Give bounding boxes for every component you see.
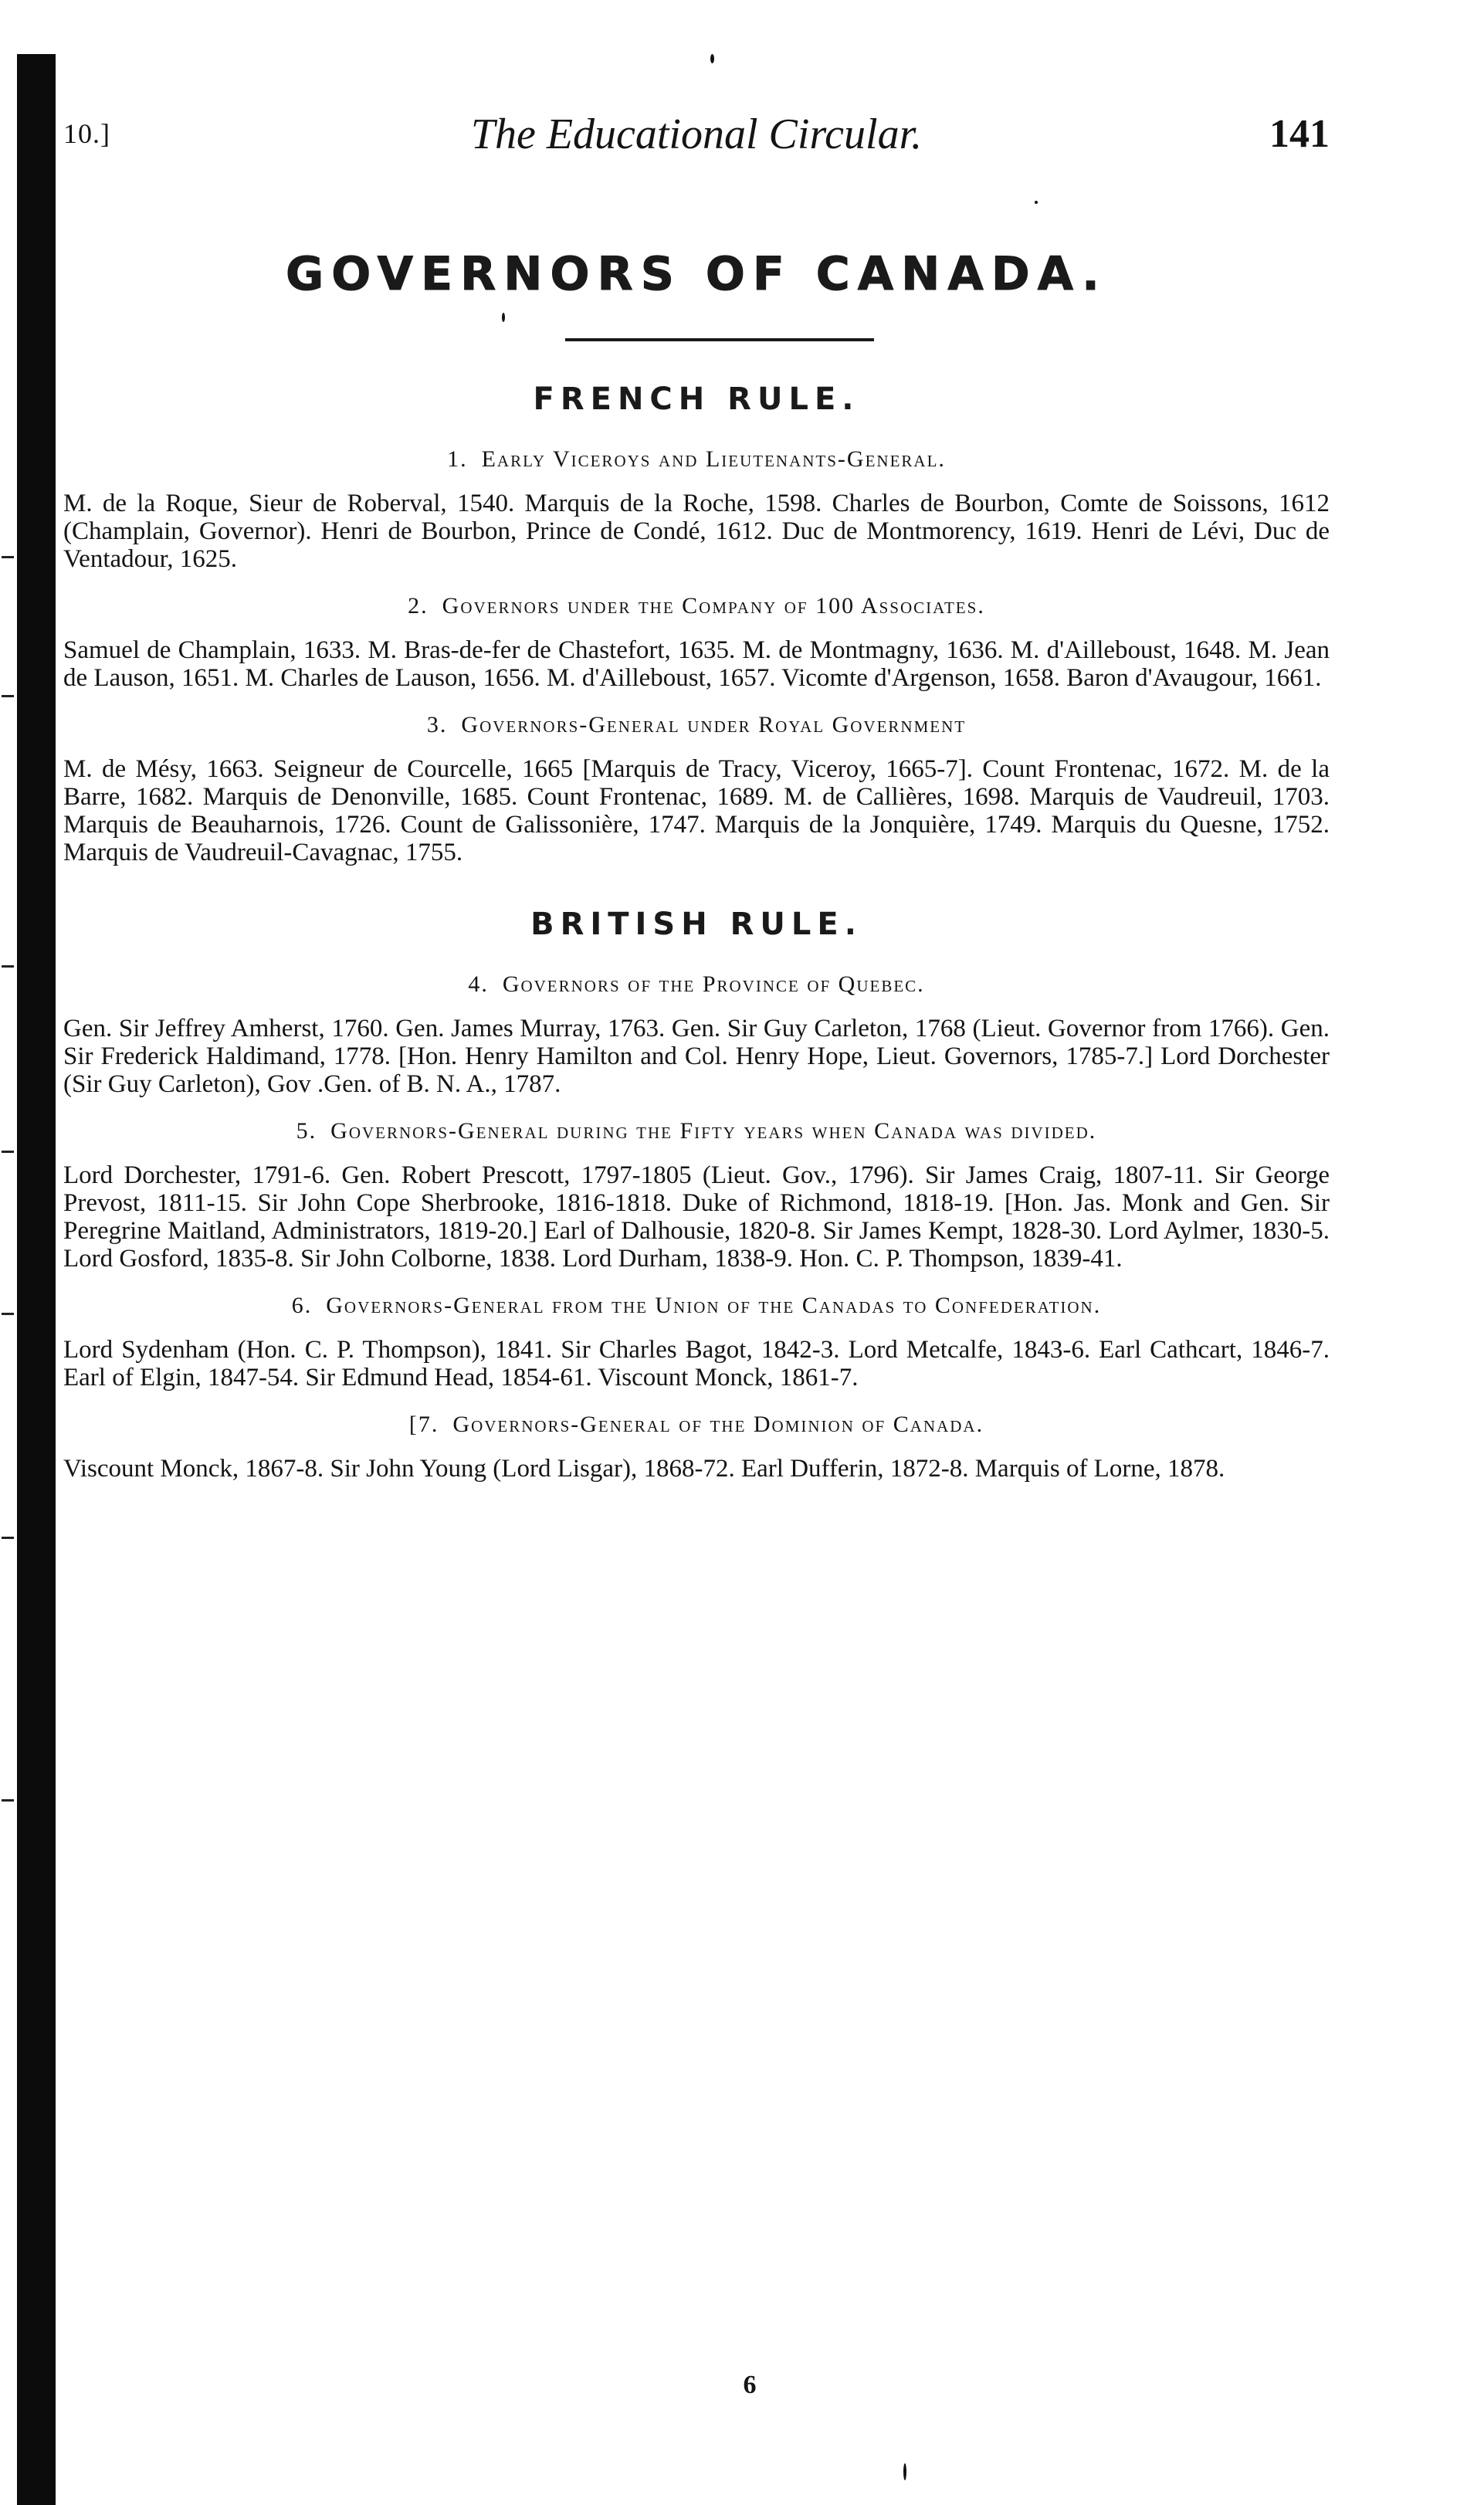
print-speck [502, 313, 505, 322]
page [63, 100, 1330, 1483]
margin-tick [2, 1537, 14, 1539]
section-text: M. de Mésy, 1663. Seigneur de Courcelle, 1665 [Marquis de Tracy, Viceroy, 1665-7]. Count Frontenac, 1672. M. de la Barre, 1682. Marquis de Denonville, 1685. Count Frontenac, 1689. M. de Callières, 1698. Marquis de Vaudreuil, 1703. Marquis de Beauharnois, 1726. Count de Galissonière, 1747. Marquis de la Jonquière, 1749. Marquis du Quesne, 1752. Marquis de Vaudreuil-Cavagnac, 1755. [63, 755, 1330, 866]
french-rule-heading: FRENCH RULE. [533, 381, 860, 417]
section-4 [63, 971, 1330, 1098]
section-title: Governors-General of the Dominion of Canada. [452, 1412, 984, 1437]
section-title: Governors-General from the Union of the Canadas to Confederation. [326, 1293, 1102, 1318]
section-text: Viscount Monck, 1867-8. Sir John Young (Lord Lisgar), 1868-72. Earl Dufferin, 1872-8. Marquis of Lorne, 1878. [63, 1455, 1225, 1483]
section-text: M. de la Roque, Sieur de Roberval, 1540. Marquis de la Roche, 1598. Charles de Bourbon, Comte de Soissons, 1612 (Champlain, Governor). Henri de Bourbon, Prince de Condé, 1612. Duc de Montmorency, 1619. Henri de Lévi, Duc de Ventadour, 1625. [63, 490, 1330, 573]
print-speck [710, 54, 714, 63]
section-heading [63, 1293, 1330, 1319]
margin-tick [2, 1151, 14, 1153]
folio-signature: 6 [743, 2371, 757, 2399]
title-rule [565, 338, 874, 341]
margin-tick [2, 556, 14, 558]
print-speck [903, 2463, 906, 2480]
page-number: 141 [1269, 112, 1330, 156]
section-number: 4. [468, 971, 489, 997]
page-title: GOVERNORS OF CANADA. [286, 247, 1107, 301]
section-title: Governors under the Company of 100 Associates. [442, 593, 985, 619]
section-7 [63, 1412, 1330, 1483]
section-heading [63, 712, 1330, 738]
section-heading [63, 1412, 1330, 1438]
section-number: [7. [408, 1412, 439, 1437]
section-3 [63, 712, 1330, 866]
section-1 [63, 446, 1330, 573]
section-title: Early Viceroys and Lieutenants-General. [481, 446, 946, 472]
section-6 [63, 1293, 1330, 1391]
left-margin-fragments [0, 0, 15, 2505]
section-number: 1. [447, 446, 468, 472]
margin-tick [2, 695, 14, 697]
section-text: Samuel de Champlain, 1633. M. Bras-de-fer de Chastefort, 1635. M. de Montmagny, 1636. M. d'Ailleboust, 1648. M. Jean de Lauson, 1651. M. Charles de Lauson, 1656. M. d'Ailleboust, 1657. Vicomte d'Argenson, 1658. Baron d'Avaugour, 1661. [63, 636, 1330, 692]
british-rule-heading: BRITISH RULE. [530, 907, 862, 942]
section-title: Governors of the Province of Quebec. [502, 971, 925, 997]
print-speck [1035, 201, 1038, 204]
section-heading [63, 971, 1330, 998]
journal-title: The Educational Circular. [470, 110, 923, 158]
section-number: 6. [291, 1293, 313, 1318]
section-title: Governors-General during the Fifty years when Canada was divided. [330, 1118, 1097, 1144]
section-number: 2. [408, 593, 429, 619]
section-number: 5. [296, 1118, 317, 1144]
running-head [63, 100, 1330, 170]
section-number: 3. [426, 712, 448, 737]
section-heading [63, 446, 1330, 473]
section-text: Lord Sydenham (Hon. C. P. Thompson), 1841. Sir Charles Bagot, 1842-3. Lord Metcalfe, 1843-6. Earl Cathcart, 1846-7. Earl of Elgin, 1847-54. Sir Edmund Head, 1854-61. Viscount Monck, 1861-7. [63, 1336, 1330, 1391]
book-spine-shadow [17, 54, 56, 2505]
section-text: Gen. Sir Jeffrey Amherst, 1760. Gen. James Murray, 1763. Gen. Sir Guy Carleton, 1768 (Lieut. Governor from 1766). Gen. Sir Frederick Haldimand, 1778. [Hon. Henry Hamilton and Col. Henry Hope, Lieut. Governors, 1785-7.] Lord Dorchester (Sir Guy Carleton), Gov .Gen. of B. N. A., 1787. [63, 1015, 1330, 1098]
section-text: Lord Dorchester, 1791-6. Gen. Robert Prescott, 1797-1805 (Lieut. Gov., 1796). Sir James Craig, 1807-11. Sir George Prevost, 1811-15. Sir John Cope Sherbrooke, 1816-1818. Duke of Richmond, 1818-19. [Hon. Jas. Monk and Gen. Sir Peregrine Maitland, Administrators, 1819-20.] Earl of Dalhousie, 1820-8. Sir James Kempt, 1828-30. Lord Aylmer, 1830-5. Lord Gosford, 1835-8. Sir John Colborne, 1838. Lord Durham, 1838-9. Hon. C. P. Thompson, 1839-41. [63, 1161, 1330, 1273]
margin-tick [2, 965, 14, 968]
section-heading [63, 1118, 1330, 1144]
margin-tick [2, 1313, 14, 1315]
margin-tick [2, 1799, 14, 1802]
section-2 [63, 593, 1330, 692]
section-heading [63, 593, 1330, 619]
section-5 [63, 1118, 1330, 1273]
section-title: Governors-General under Royal Government [461, 712, 967, 737]
volume-marker: 10.] [63, 118, 110, 149]
